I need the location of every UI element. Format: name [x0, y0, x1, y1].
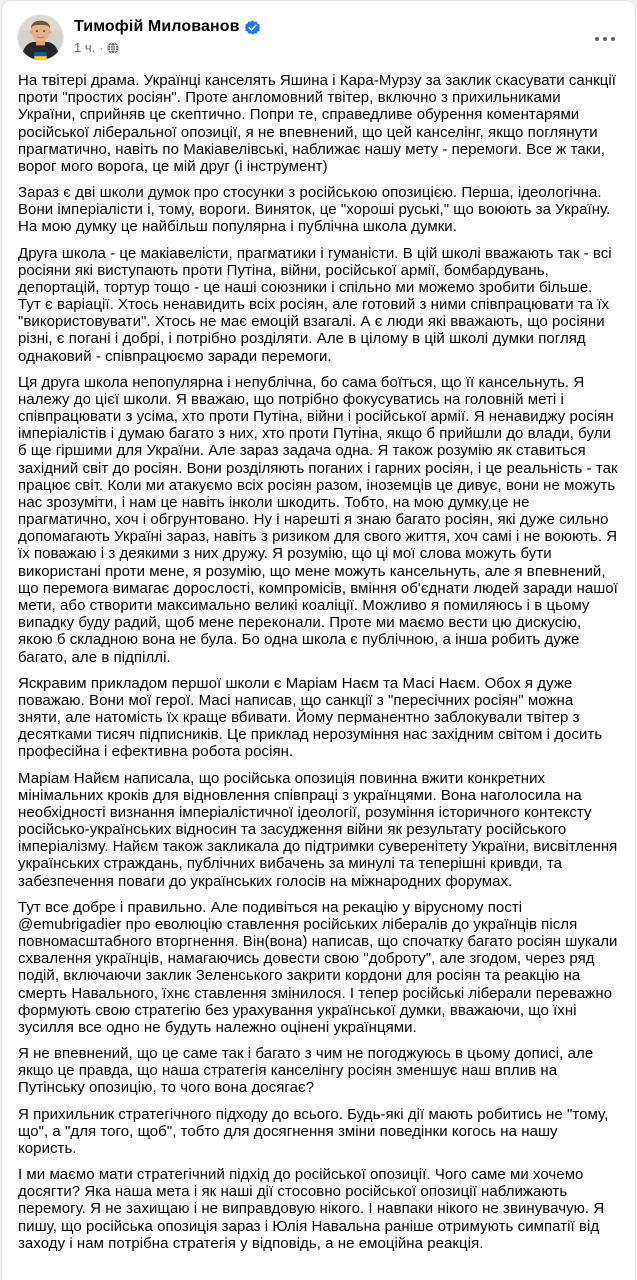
- ellipsis-icon: [611, 37, 616, 42]
- post-body: [2, 60, 635, 1268]
- post-paragraph: Я не впевнений, що це саме так і багато з чим не погоджуюсь в цьому дописі, але якщо це правда, що наша стратегія канселінгу росіян зменшує наш вплив на Путінську опозицію, то чого вона досягає?: [18, 1045, 598, 1097]
- post-timestamp[interactable]: 1 ч.: [74, 40, 96, 55]
- post-paragraph: Маріам Найєм написала, що російська опозиція повинна вжити конкретних мінімальних кроків для відновлення співпраці з українцями. Вона наголосила на необхідності визнання імперіалістичної ідеології, розуміння історичного контексту російсько-українських відносин та засудження війни як результату російського імперіалізму. Найєм також закликала до підтримки суверенітету України, висвітлення українських страждань, публічних вибачень за минулі та теперішні кривди, та забезпечення поваги до українських голосів на міжнародних форумах.: [18, 769, 622, 890]
- post-paragraph: Тут все добре і правильно. Але подивіться на рекацію у вірусному пості @emubrigadier про еволюцію ставлення російських лібералів до українців після повномасштабного вторгнення. Він(вона) написав, що спочатку багато росіян шукали схвалення українців, намагаючись довести свою "доброту", але згодом, через ряд подій, включаючи заклик Зеленського закрити кордони для росіян та реакцію на смерть Навального, їхнє ставлення змінилося. І тепер російські ліберали переважно формують свою стратегію без урахування української думки, вважаючи, що їхні зусилля все одно не будуть належно оцінені українцями.: [18, 898, 622, 1036]
- author-name[interactable]: Тимофій Милованов: [74, 18, 240, 35]
- post-paragraph: Ця друга школа непопулярна і непублічна, бо сама боїться, що її кансельнуть. Я належу до цієї школи. Я вважаю, що потрібно фокусуватись на головній меті і співпрацювати з усіма, хто проти Путіна, війни і російської армії. Я ненавиджу росіян імперіалістів і думаю багато з них, хто проти Путіна, якщо б прийшли до влади, були б ще гіршими для України. Але зараз задача одна. Я також розумію як ставиться західний світ до росіян. Вони розділяють поганих і гарних росіян, і це реальність - так працює світ. Коли ми атакуємо всіх росіян разом, іноземців це дивує, вони не можуть нас зрозуміти, і нам це навіть інколи шкодить. Тобто, на мою думку,це не прагматично, хоч і обгрунтовано. Ну і нарешті я знаю багато росіян, які дуже сильно допомагають Україні зараз, навіть з ризиком для свого життя, хоч самі і не воюють. Я їх поважаю і з деякими з них дружу. Я розумію, що ці мої слова можуть бути використані проти мене, я розумію, що мене можуть кансельнуть, але я впевнений, що перемога вимагає дорослості, компромісів, вміння об'єднати людей заради нашої мети, або створити максимально великі коаліції. Можливо я помиляюсь і в цьому випадку буду радий, щоб мене переконали. Проте ми маємо вести цю дискусію, якою б складною вона не була. Бо одна школа є публічною, а інша робить дуже багато, але в підпіллі.: [18, 373, 623, 666]
- verified-badge-icon: [245, 20, 260, 35]
- post-card: [1, 0, 636, 1280]
- author-name-row: [74, 18, 260, 36]
- post-header: [2, 1, 635, 60]
- post-paragraph: На твітері драма. Українці канселять Яшина і Кара-Мурзу за заклик скасувати санкції проти "простих росіян". Проте англомовний твітер, включно з прихильниками України, сприйняв це скептично. Попри те, справедливе обурення коментарями російської ліберальної опозиції, я не впевнений, що цей канселінг, якщо поглянути прагматично, навіть по Макіавелівські, наближає нашу мету - перемоги. Все ж таки, ворог мого ворога, це мій друг (і інструмент): [18, 72, 621, 175]
- post-paragraph: Я прихильник стратегічного підходу до всього. Будь-які дії мають робитись не "тому, що", а "для того, щоб", тобто для досягнення зміни поведінки когось на нашу користь.: [18, 1105, 613, 1157]
- post-paragraph: Зараз є дві школи думок про стосунки з російською опозицією. Перша, ідеологічна. Вони імперіалісти і, тому, вороги. Виняток, це "хороші руські," що воюють за Україну. На мою думку це найбільш популярна і публічна школа думки.: [18, 184, 619, 236]
- post-options-button[interactable]: [589, 23, 621, 55]
- ellipsis-icon: [595, 37, 600, 42]
- ellipsis-icon: [603, 37, 608, 42]
- post-meta-row: [74, 40, 260, 55]
- post-header-text: [74, 15, 260, 55]
- avatar-portrait-image: [18, 15, 63, 60]
- post-paragraph: Друга школа - це макіавелісти, прагматики і гуманісти. В цій школі вважають так - всі росіяни які виступають проти Путіна, війни, російської армії, бомбардувань, депортацій, тортур тощо - це наші союзники і спільно ми можемо зробити більше. Тут є варіації. Хтось ненавидить всіх росіян, але готовий з ними співпрацювати та їх "використовувати". Хтось не має емоцій взагалі. А є люди які вважають, що росіяни різні, є погані і добрі, і потрібно розділяти. Але в цілому в цій школі думки погляд однаковий - співпрацюємо заради перемоги.: [18, 244, 616, 365]
- avatar[interactable]: [18, 15, 63, 60]
- post-paragraph: І ми маємо мати стратегічний підхід до російської опозиції. Чого саме ми хочемо досягти? Яка наша мета і як наші дії стосовно російської опозиції наближають перемогу. Я не захищаю і не виправдовую нікого. І навпаки нікого не звинувачую. Я пишу, що російська опозиція зараз і Юлія Навальна раніше отримують симпатії від заходу і нам потрібна стратегія у відповідь, а не емоційна реакція.: [18, 1166, 609, 1252]
- meta-separator: ·: [99, 40, 104, 55]
- globe-privacy-icon: [107, 42, 119, 54]
- post-paragraph: Яскравим прикладом першої школи є Маріам Наєм та Масі Наєм. Обох я дуже поважаю. Вони мої герої. Масі написав, що санкції з "пересічних росіян" можна зняти, але натомість їх краще вбивати. Йому перманентно заблокували твітер з десятками тисяч підписників. Це приклад нерозуміння нас західним світом і досить професійна і ефективна робота росіян.: [18, 674, 607, 761]
